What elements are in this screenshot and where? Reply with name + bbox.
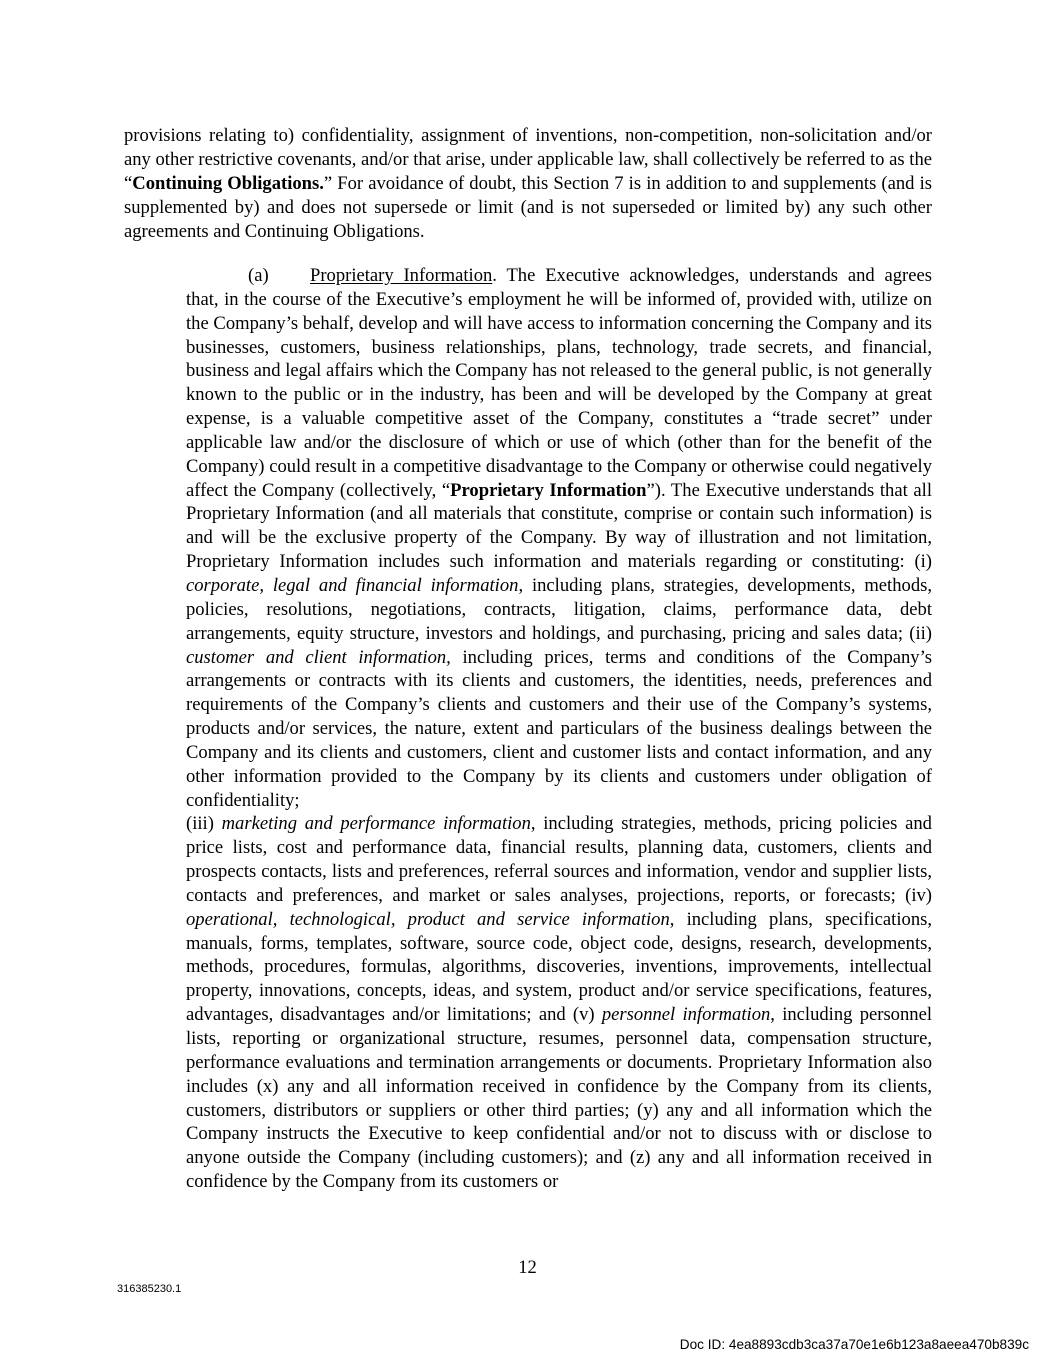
document-id: Doc ID: 4ea8893cdb3ca37a70e1e6b123a8aeea470b839c [679,1337,1029,1352]
section-a-text-7: , including plans, specifications, manuals, forms, templates, software, source code, object code, designs, research, developments, methods, procedures, formulas, algorithms, discoveries, inventions, improvements, intellectual property, innovations, concepts, ideas, and system, product and/or service specifications, features, advantages, disadvantages and/or limitations; and (v) [186,908,932,1026]
section-a-text-1: . The Executive acknowledges, understands and agrees that, in the course of the Executive’s employment he will be informed of, provided with, utilize on the Company’s behalf, develop and will have access to information concerning the Company and its businesses, customers, business relationships, plans, technology, trade secrets, and financial, business and legal affairs which the Company has not released to the general public, is not generally known to the public or in the industry, has been and will be developed by the Company at great expense, is a valuable competitive asset of the Company, constitutes a “trade secret” under applicable law and/or the disclosure of which or use of which (other than for the benefit of the Company) could result in a competitive disadvantage to the Company or otherwise could negatively affect the Company (collectively, “ [186,265,932,501]
section-a-text-8: , including personnel lists, reporting or organizational structure, resumes, personnel data, compensation structure, performance evaluations and termination arrangements or documents. Proprietary Information also includes (x) any and all information received in confidence by the Company from its clients, customers, distributors or suppliers or other third parties; (y) any and all information which the Company instructs the Executive to keep confidential and/or not to discuss with or disclose to anyone outside the Company (including customers); and (z) any and all information received in confidence by the Company from its customers or [186,1004,932,1193]
section-a-italic-2: customer and client information, [186,646,451,668]
continuing-obligations-term: Continuing Obligations. [132,173,324,194]
section-a-italic-1: corporate, legal and financial information [186,574,519,596]
section-a-italic-3: marketing and performance information [221,813,531,835]
intro-paragraph [124,124,932,244]
section-a-paragraph [186,264,932,1194]
intro-text-2: ” For avoidance of doubt, this Section 7 is in addition to and supplements (and is supplemented by) and does not supersede or limit (and is not superseded or limited by) any such other agreements and Continuing Obligations. [124,173,932,242]
section-a-text-2: ”). The Executive understands that all Proprietary Information (and all materials that constitute, comprise or contain such information) is and will be the exclusive property of the Company. By way of illustration and not limitation, Proprietary Information includes such information and materials regarding or constituting: (i) [186,479,932,573]
section-a-italic-5: personnel information [601,1004,771,1026]
section-a-text-4: including prices, terms and conditions of the Company’s arrangements or contracts with its clients and customers, the identities, needs, preferences and requirements of the Company’s clients and customers and their use of the Company’s systems, products and/or services, the nature, extent and particulars of the business dealings between the Company and its clients and customers, client and customer lists and contact information, and any other information provided to the Company by its clients and customers under obligation of confidentiality; [186,646,932,811]
section-a-label: (a) [248,265,269,286]
section-a-text-5: (iii) [186,813,222,835]
section-a-text-3: , including plans, strategies, developments, methods, policies, resolutions, negotiations, contracts, litigation, claims, performance data, debt arrangements, equity structure, investors and holdings, and purchasing, pricing and sales data; (ii) [186,574,932,644]
page-number: 12 [518,1257,537,1278]
proprietary-information-term: Proprietary Information [450,479,647,501]
intro-text-1: provisions relating to) confidentiality, assignment of inventions, non-competition, non-solicitation and/or any other restrictive covenants, and/or that arise, under applicable law, shall collectively be referred to as the “ [124,125,932,194]
section-a-heading: Proprietary Information [310,265,493,286]
section-a-italic-4: operational, technological, product and service information [186,908,670,930]
section-a-text-6: , including strategies, methods, pricing policies and price lists, cost and performance data, financial results, planning data, customers, clients and prospects contacts, lists and preferences, referral sources and information, vendor and supplier lists, contacts and preferences, and market or sales analyses, projections, reports, or forecasts; (iv) [186,813,932,906]
document-code: 316385230.1 [117,1283,182,1295]
